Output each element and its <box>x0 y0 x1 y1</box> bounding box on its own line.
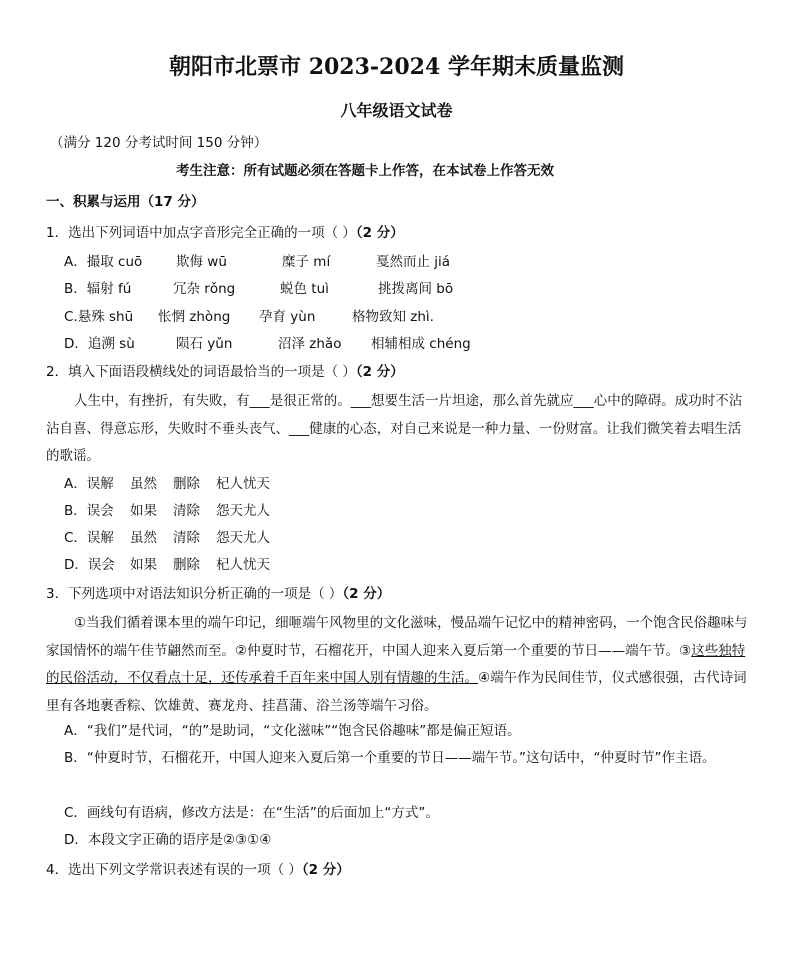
q2-option-b-4: 怨天尤人 <box>216 503 270 519</box>
q1-option-d-3: 沼泽 zhǎo <box>278 336 342 352</box>
q1-option-b-4: 挑拨离间 bō <box>378 281 454 297</box>
q2-option-c-3: 清除 <box>173 530 200 546</box>
q3-stem: 3．下列选项中对语法知识分析正确的一项是（ ）（2 分） <box>46 586 391 602</box>
q4-stem: 4．选出下列文学常识表述有误的一项（ ）（2 分） <box>46 862 350 878</box>
q1-option-a-4: 戛然而止 jiá <box>376 254 451 270</box>
q2-option-d-4: 杞人忧天 <box>216 557 270 573</box>
q2-option-d-2: 如果 <box>130 557 157 573</box>
q3-option-d: D．本段文字正确的语序是②③①④ <box>64 832 272 848</box>
underlined-sentence: 这些独特的民俗活动，不仅看点十足，还传承着千百年来中国人别有情趣的生活。 <box>46 642 746 686</box>
q2-option-b-1: B．误会 <box>64 503 114 519</box>
q2-option-a-3: 删除 <box>173 476 200 492</box>
q3-passage: ①当我们循着课本里的端午印记，细咂端午风物里的文化滋味，慢品端午记忆中的精神密码，一个饱含民俗趣味与家国情怀的端午佳节翩然而至。②仲夏时节，石榴花开，中国人迎来入夏后第一个重要的节日——端午节。③这些独特的民俗活动，不仅看点十足，还传承着千百年来中国人别有情趣的生活。④端午作为民间佳节，仪式感很强，古代诗词里有各地裹香粽、饮雄黄、赛龙舟、挂菖蒲、浴兰汤等端午习俗。 <box>46 615 748 714</box>
q2-option-d-3: 删除 <box>173 557 200 573</box>
q3-option-c: C．画线句有语病，修改方法是：在“生活”的后面加上“方式”。 <box>64 805 439 821</box>
q2-option-a-1: A．误解 <box>64 476 114 492</box>
q2-option-d-1: D．误会 <box>64 557 115 573</box>
q1-option-c-2: 怅惘 zhòng <box>158 309 231 325</box>
q1-option-d-4: 相辅相成 chéng <box>371 336 471 352</box>
q2-option-b-3: 清除 <box>173 503 200 519</box>
q1-option-c-1: C.悬殊 shū <box>64 309 134 325</box>
notice: 考生注意：所有试题必须在答题卡上作答，在本试卷上作答无效 <box>176 163 554 179</box>
q2-option-c-4: 怨天尤人 <box>216 530 270 546</box>
q1-option-d-2: 陨石 yǔn <box>176 336 233 352</box>
section-title: 一、积累与运用（17 分） <box>46 194 205 210</box>
q2-passage: 人生中，有挫折，有失败，有___是很正常的。___想要生活一片坦途，那么首先就应___心中的障碍。成功时不沾沾自喜、得意忘形，失败时不垂头丧气、___健康的心态，对自己来说是一种力量、一份财富。让我们微笑着去唱生活的歌谣。 <box>46 393 743 464</box>
q2-option-a-4: 杞人忧天 <box>216 476 270 492</box>
q1-option-b-1: B．辐射 fú <box>64 281 132 297</box>
q2-option-c-2: 虽然 <box>130 530 157 546</box>
q2-stem: 2．填入下面语段横线处的词语最恰当的一项是（ ）（2 分） <box>46 364 404 380</box>
q1-option-c-3: 孕育 yùn <box>259 309 316 325</box>
exam-subtitle: 八年级语文试卷 <box>340 101 453 120</box>
q1-option-d-1: D．追溯 sù <box>64 336 135 352</box>
q3-option-a: A．“我们”是代词，“的”是助词，“文化滋味”“饱含民俗趣味”都是偏正短语。 <box>64 723 521 739</box>
q2-option-a-2: 虽然 <box>130 476 157 492</box>
q2-option-b-2: 如果 <box>130 503 157 519</box>
q1-option-a-2: 欺侮 wū <box>176 254 227 270</box>
q1-option-a-1: A．撮取 cuō <box>64 254 143 270</box>
q1-stem: 1．选出下列词语中加点字音形完全正确的一项（ ）（2 分） <box>46 225 404 241</box>
q1-option-c-4: 格物致知 zhì. <box>352 309 434 325</box>
q2-option-c-1: C．误解 <box>64 530 114 546</box>
exam-title: 朝阳市北票市 2023-2024 学年期末质量监测 <box>169 54 624 80</box>
q1-option-b-2: 冗杂 rǒng <box>173 281 236 297</box>
q1-option-b-3: 蜕色 tuì <box>280 281 329 297</box>
score-info: （满分 120 分考试时间 150 分钟） <box>50 135 268 151</box>
q3-option-b: B．“仲夏时节，石榴花开，中国人迎来入夏后第一个重要的节日——端午节。”这句话中，“仲夏时节”作主语。 <box>64 750 716 766</box>
q1-option-a-3: 糜子 mí <box>282 254 331 270</box>
